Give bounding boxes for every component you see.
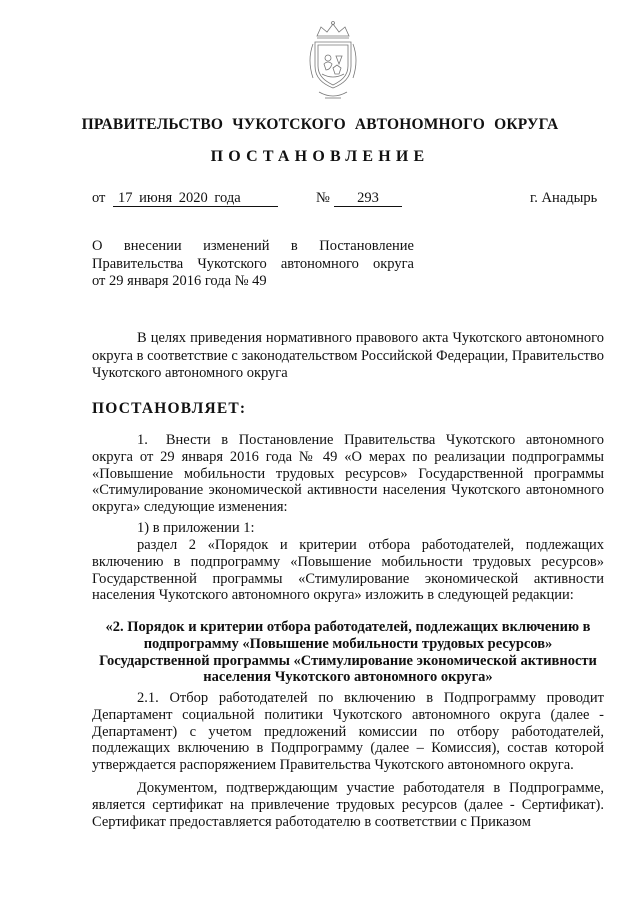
- section-amendment-paragraph: раздел 2 «Порядок и критерии отбора работодателей, подлежащих включению в подпрограмму «Повышение мобильности трудовых ресурсов» Государственной программы «Стимулирование экономической активности населения Чукотского автономного округа» изложить в следующей редакции:: [92, 537, 604, 604]
- chukotka-coat-of-arms-icon: [303, 20, 363, 106]
- document-kind-title: ПОСТАНОВЛЕНИЕ: [210, 148, 430, 165]
- number-sign: №: [316, 190, 330, 206]
- document-city: г. Анадырь: [530, 190, 598, 206]
- decree-heading: ПОСТАНОВЛЯЕТ:: [92, 400, 247, 417]
- preamble-paragraph: В целях приведения нормативного правового акта Чукотского автономного округа в соответствие с законодательством Российской Федерации, Правительство Чукотского автономного округа: [92, 330, 605, 381]
- appendix-line: 1) в приложении 1:: [137, 520, 255, 536]
- document-number: 293: [334, 190, 402, 207]
- date-prefix: от: [92, 190, 106, 206]
- item-1-paragraph: [92, 432, 604, 516]
- subject-line: Правительства Чукотского автономного округа: [92, 255, 414, 272]
- document-date: 17 июня 2020 года: [113, 190, 278, 207]
- item-1-number: 1.: [137, 432, 148, 448]
- subject-line: О внесении изменений в Постановление: [92, 238, 414, 254]
- subject-line: от 29 января 2016 года № 49: [92, 273, 267, 289]
- certificate-paragraph: Документом, подтверждающим участие работодателя в Подпрограмме, является сертификат на привлечение трудовых ресурсов (далее - Сертификат). Сертификат предоставляется работодателю в соответствии с Приказом: [92, 780, 604, 830]
- government-title: ПРАВИТЕЛЬСТВО ЧУКОТСКОГО АВТОНОМНОГО ОКРУГА: [81, 116, 559, 133]
- clause-2-1-paragraph: 2.1. Отбор работодателей по включению в Подпрограмму проводит Департамент социальной политики Чукотского автономного округа (далее - Департамент) с учетом предложений комиссии по отбору работодателей, подлежащих включению в Подпрограмму (далее – Комиссия), состав которой утверждается распоряжением Правительства Чукотского автономного округа.: [92, 690, 604, 774]
- item-1-text: Внести в Постановление Правительства Чукотского автономного округа от 29 января 2016 года № 49 «О мерах по реализации подпрограммы «Повышение мобильности трудовых ресурсов» Государственной программы «Стимулирование экономической активности населения Чукотского автономного округа» следующие изменения:: [92, 432, 604, 516]
- document-subject: [92, 238, 414, 291]
- section-2-heading: «2. Порядок и критерии отбора работодателей, подлежащих включению в подпрограмму «Повышение мобильности трудовых ресурсов» Государственной программы «Стимулирование экономической активности населения Чукотского автономного округа»: [99, 619, 597, 686]
